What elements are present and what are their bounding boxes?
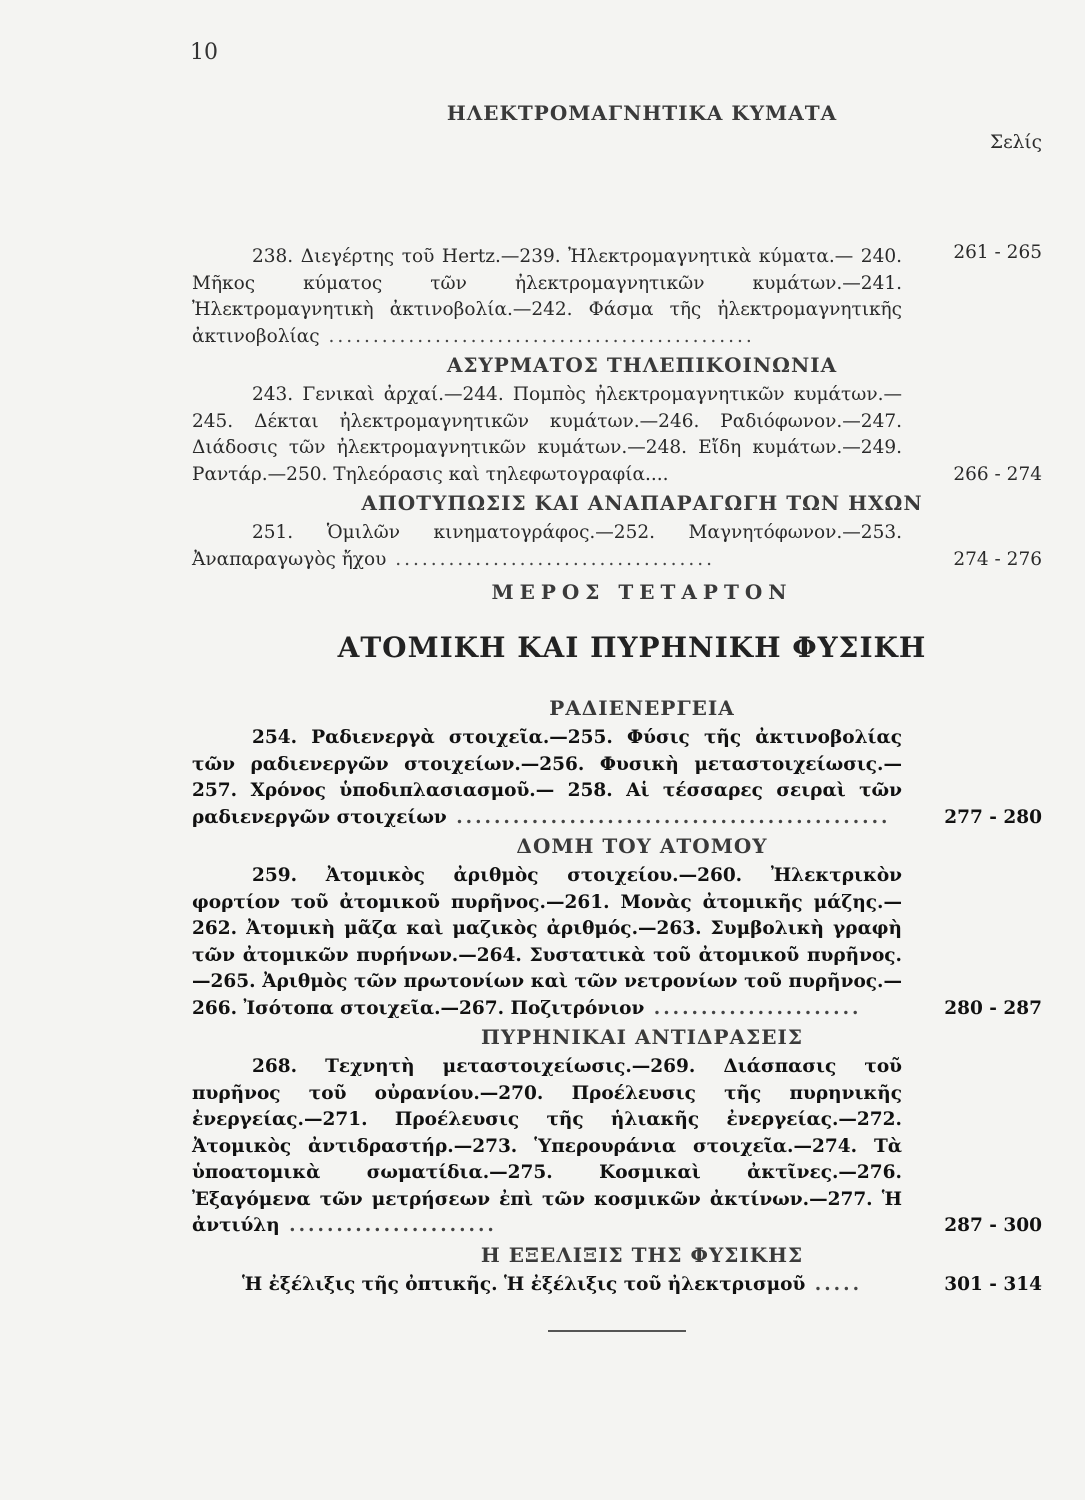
entry-text: 238. Διεγέρτης τοῦ Hertz.—239. Ἠλεκτρομαγνητικὰ κύματα.— 240. Μῆκος κύματος τῶν ἠλεκτρομαγνητικῶν κυμάτων.—241. Ἠλεκτρομαγνητικὴ ἀκτινοβολία.—242. Φάσμα τῆς ἠλεκτρομαγνητικῆς ἀκτινοβολίας [192,246,902,347]
section-heading: ΑΠΟΤΥΠΩΣΙΣ ΚΑΙ ΑΝΑΠΑΡΑΓΩΓΗ ΤΩΝ ΗΧΩΝ [361,491,923,515]
page-range: 301 - 314 [944,1273,1042,1295]
toc-entry [192,382,1042,488]
section-heading: ΔΟΜΗ ΤΟΥ ΑΤΟΜΟΥ [516,834,768,858]
toc-entry [192,1272,1042,1299]
toc-entry [192,725,1042,831]
section-heading: ΡΑΔΙΕΝΕΡΓΕΙΑ [549,696,735,720]
page-range: 287 - 300 [944,1215,1042,1236]
dot-leader: .............................................. [446,806,891,828]
entry-text: 254. Ραδιενεργὰ στοιχεῖα.—255. Φύσις τῆς ἀκτινοβολίας τῶν ραδιενεργῶν στοιχείων.—256. Φυσικὴ μεταστοιχείωσις.—257. Χρόνος ὑποδιπλασιασμοῦ.— 258. Αἱ τέσσαρες σειραὶ τῶν ραδιενεργῶν στοιχείων [192,727,902,828]
dot-leader: ...................... [644,997,862,1019]
part-title: ΑΤΟΜΙΚΗ ΚΑΙ ΠΥΡΗΝΙΚΗ ΦΥΣΙΚΗ [337,631,927,664]
dot-leader: ................................................ [319,325,755,347]
dot-leader: ...................... [279,1215,497,1236]
toc-entry [192,863,1042,1022]
entry-text: 243. Γενικαὶ ἀρχαί.—244. Πομπὸς ἠλεκτρομαγνητικῶν κυμάτων.—245. Δέκται ἠλεκτρομαγνητικῶν κυμάτων.—246. Ραδιόφωνον.—247. Διάδοσις τῶν ἠλεκτρομαγνητικῶν κυμάτων.—248. Εἴδη κυμάτων.—249. Ραντάρ.—250. Τηλεόρασις καὶ τηλεφωτογραφία.... [192,384,902,485]
section-heading: ΗΛΕΚΤΡΟΜΑΓΝΗΤΙΚΑ ΚΥΜΑΤΑ [446,101,838,125]
page-range: 280 - 287 [944,997,1042,1019]
entry-text: 259. Ἀτομικὸς ἀριθμὸς στοιχείου.—260. Ἠλεκτρικὸν φορτίον τοῦ ἀτομικοῦ πυρῆνος.—261. Μονὰς ἀτομικῆς μάζης.—262. Ἀτομικὴ μᾶζα καὶ μαζικὸς ἀριθμός.—263. Συμβολικὴ γραφὴ τῶν ἀτομικῶν πυρήνων.—264. Συστατικὰ τοῦ ἀτομικοῦ πυρῆνος.—265. Ἀριθμὸς τῶν πρωτονίων καὶ τῶν νετρονίων τοῦ πυρῆνος.—266. Ἰσότοπα στοιχεῖα.—267. Ποζιτρόνιον [192,865,902,1019]
page-number: 10 [190,40,218,65]
page-range: 274 - 276 [953,548,1042,570]
section-heading: ΑΣΥΡΜΑΤΟΣ ΤΗΛΕΠΙΚΟΙΝΩΝΙΑ [446,353,838,377]
page-range: 266 - 274 [953,463,1042,485]
end-rule [548,1330,686,1332]
entry-text: 251. Ὁμιλῶν κινηματογράφος.—252. Μαγνητόφωνον.—253. Ἀναπαραγωγὸς ἤχου [192,522,902,570]
entry-text: 268. Τεχνητὴ μεταστοιχείωσις.—269. Διάσπασις τοῦ πυρῆνος τοῦ οὐρανίου.—270. Προέλευσις τῆς πυρηνικῆς ἐνεργείας.—271. Προέλευσις τῆς ἡλιακῆς ἐνεργείας.—272. Ἀτομικὸς ἀντιδραστήρ.—273. Ὑπερουράνια στοιχεῖα.—274. Τὰ ὑποατομικὰ σωματίδια.—275. Κοσμικαὶ ἀκτῖνες.—276. Ἐξαγόμενα τῶν μετρήσεων ἐπὶ τῶν κοσμικῶν ἀκτίνων.—277. Ἡ ἀντιύλη [192,1056,902,1236]
column-label: Σελίς [989,132,1042,153]
toc-entry [192,1054,1042,1240]
page-range: 277 - 280 [944,806,1042,828]
toc-entry [192,130,1042,350]
page-range: 261 - 265 [953,242,1042,263]
table-of-contents [192,100,1042,1300]
toc-entry [192,520,1042,573]
section-heading: Η ΕΞΕΛΙΞΙΣ ΤΗΣ ΦΥΣΙΚΗΣ [480,1242,804,1267]
dot-leader: .................................... [386,548,715,570]
entry-text: Ἡ ἐξέλιξις τῆς ὀπτικῆς. Ἡ ἐξέλιξις τοῦ ἠλεκτρισμοῦ [242,1273,806,1295]
part-heading: ΜΕΡΟΣ ΤΕΤΑΡΤΟΝ [491,580,793,604]
section-heading: ΠΥΡΗΝΙΚΑΙ ΑΝΤΙΔΡΑΣΕΙΣ [481,1025,803,1049]
dot-leader: ..... [805,1273,863,1295]
